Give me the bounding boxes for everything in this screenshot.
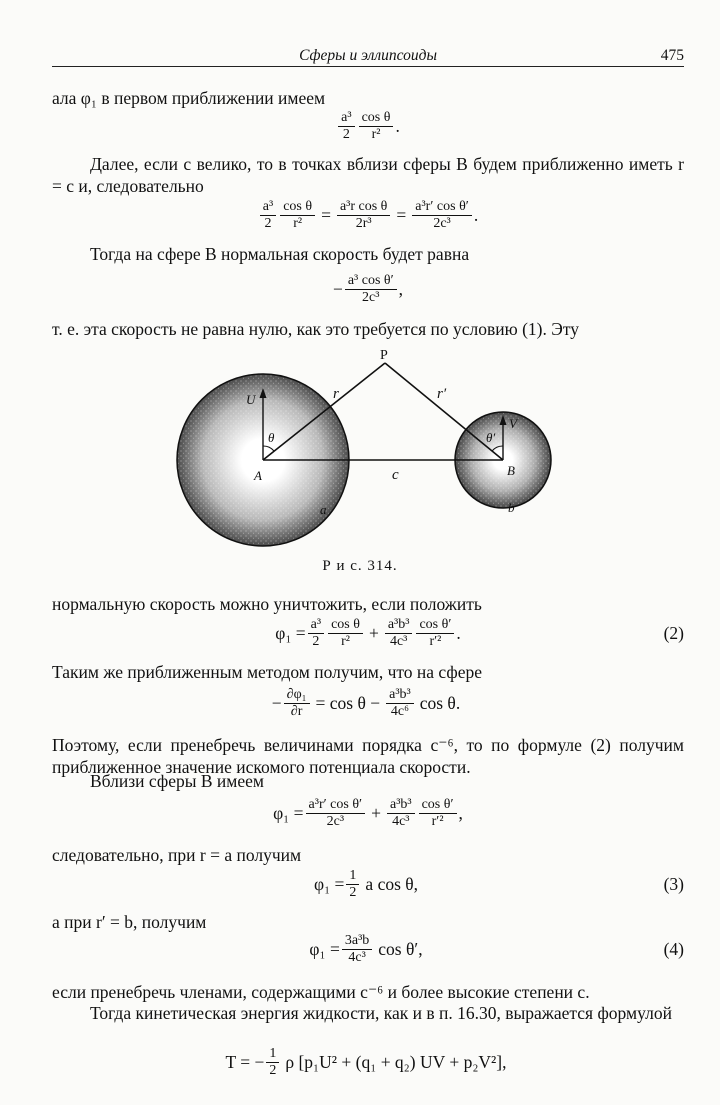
equation-9: T = − $\frac{1}{2}$ ρ [p₁U² + (q₁ + q₂) UV + p₂V²], — [225, 1046, 507, 1079]
label-v: V — [509, 416, 517, 431]
fraction: $\frac{\text{cos θ}}{\text{r²}}$ — [328, 617, 363, 650]
fraction: $\frac{\text{a³}}{2}$ — [308, 617, 324, 650]
equation-1: $\frac{\text{a³}}{2}$ $\frac{\text{cos θ}}{\text{r²}}$ . — [52, 110, 684, 143]
paragraph-8: Вблизи сферы B имеем — [90, 771, 264, 791]
paragraph-11: если пренебречь членами, содержащими c⁻⁶ и более высокие степени c. — [52, 982, 590, 1002]
equation-3: − $\frac{\text{a³ cos θ′}}{\text{2c³}}$ , — [332, 273, 404, 306]
equation-2: $\frac{\text{a³}}{2}$ $\frac{\text{cos θ}}{\text{r²}}$ = $\frac{\text{a³r cos θ}}{\text{2r³}}$ = $\frac{\text{a³r′ cos θ′}}{\text{2c³}}$ . — [52, 199, 684, 232]
equation-number: (4) — [663, 938, 684, 959]
paragraph-4: т. е. эта скорость не равна нулю, как это требуется по условию (1). Эту — [52, 319, 579, 339]
line-p-to-b — [385, 363, 503, 460]
label-p: P — [380, 348, 388, 363]
equation-number: (3) — [663, 873, 684, 894]
fraction: $\frac{\text{a³r′ cos θ′}}{\text{2c³}}$ — [412, 199, 472, 232]
paragraph-6: Таким же приближенным методом получим, что на сфере — [52, 662, 483, 682]
paragraph-10: а при r′ = b, получим — [52, 912, 207, 932]
fraction: $\frac{\text{a³b³}}{\text{4c³}}$ — [385, 617, 413, 650]
fraction: $\frac{\text{a³r′ cos θ′}}{\text{2c³}}$ — [306, 797, 366, 830]
paragraph-1: ала φ₁ в первом приближении имеем — [52, 88, 326, 108]
fraction: $\frac{\text{a³r cos θ}}{\text{2r³}}$ — [337, 199, 390, 232]
label-a-radius: a — [320, 502, 327, 517]
paragraph-2: Далее, если c велико, то в точках вблизи сферы B будем приближенно иметь r = c и, следовательно — [52, 154, 684, 196]
equation-5: − $\frac{\text{∂φ₁}}{\partial r}$ = cos θ − $\frac{\text{a³b³}}{\text{4c⁶}}$ cos θ. — [271, 687, 461, 720]
fraction: $\frac{\text{a³}}{2}$ — [260, 199, 276, 232]
label-r-prime: r′ — [437, 386, 447, 402]
fraction: $\frac{\text{∂φ₁}}{\partial r}$ — [284, 687, 310, 720]
fraction: $\frac{\text{cos θ′}}{\text{r′²}}$ — [419, 797, 457, 830]
figure-caption: Р и с. 314. — [322, 558, 398, 574]
label-c: c — [392, 467, 399, 483]
label-b-radius: b — [508, 500, 515, 515]
fraction: $\frac{\text{a³b³}}{\text{4c³}}$ — [387, 797, 415, 830]
paragraph-12: Тогда кинетическая энергия жидкости, как и в п. 16.30, выражается формулой — [90, 1003, 672, 1023]
fraction: $\frac{\text{a³ cos θ′}}{\text{2c³}}$ — [345, 273, 397, 306]
fraction: $\frac{\text{cos θ′}}{\text{r′²}}$ — [416, 617, 454, 650]
fraction: $\frac{\text{a³}}{2}$ — [338, 110, 354, 143]
equation-6: φ₁ = $\frac{\text{a³r′ cos θ′}}{\text{2c³}}$ + $\frac{\text{a³b³}}{\text{4c³}}$ $\frac{\text{cos θ′}}{\text{r′²}}$ , — [273, 797, 463, 830]
equation-number: (2) — [663, 622, 684, 643]
paragraph-7: Поэтому, если пренебречь величинами порядка c⁻⁶, то по формуле (2) получим приближенное значение искомого потенциала скорости. — [52, 735, 684, 777]
label-theta: θ — [268, 430, 275, 445]
paragraph-3: Тогда на сфере B нормальная скорость будет равна — [90, 244, 470, 264]
fraction: $\frac{\text{cos θ}}{\text{r²}}$ — [359, 110, 394, 143]
label-theta-prime: θ′ — [486, 430, 496, 445]
fraction: $\frac{\text{a³b³}}{\text{4c⁶}}$ — [386, 687, 414, 720]
paragraph-5: нормальную скорость можно уничтожить, если положить — [52, 594, 482, 614]
fraction: $\frac{1}{2}$ — [346, 868, 359, 901]
label-r: r — [333, 386, 339, 402]
label-b-point: B — [507, 463, 515, 478]
equation-8: φ₁ = $\frac{\text{3a³b}}{\text{4c³}}$ cos θ′, (4) — [309, 933, 684, 966]
equation-7: φ₁ = $\frac{1}{2}$ a cos θ, (3) — [313, 868, 684, 901]
label-a-point: A — [254, 468, 262, 483]
equation-4: φ₁ = $\frac{\text{a³}}{2}$ $\frac{\text{cos θ}}{\text{r²}}$ + $\frac{\text{a³b³}}{\text{4c³}}$ $\frac{\text{cos θ′}}{\text{r′²}}$ . (2) — [275, 617, 684, 650]
paragraph-9: следовательно, при r = a получим — [52, 845, 302, 865]
label-u: U — [246, 392, 256, 407]
page-number: 475 — [660, 47, 684, 64]
fraction: $\frac{\text{3a³b}}{\text{4c³}}$ — [342, 933, 372, 966]
fraction: $\frac{\text{cos θ}}{\text{r²}}$ — [280, 199, 315, 232]
running-title: Сферы и эллипсоиды — [299, 47, 437, 64]
fraction: $\frac{1}{2}$ — [266, 1046, 279, 1079]
